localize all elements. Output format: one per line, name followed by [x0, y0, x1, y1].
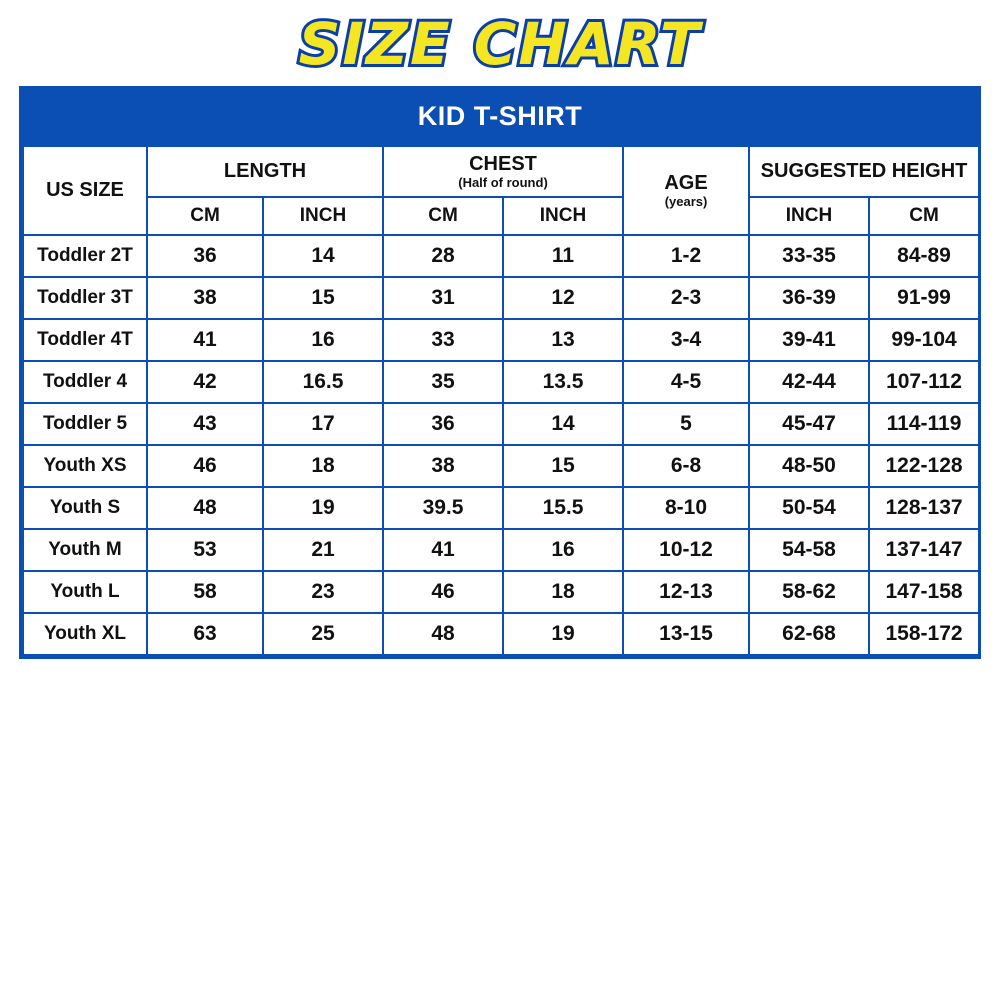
- cell-chest-cm: 36: [383, 403, 503, 445]
- cell-size: Toddler 4: [23, 361, 147, 403]
- cell-size: Toddler 2T: [23, 235, 147, 277]
- cell-size: Toddler 3T: [23, 277, 147, 319]
- cell-height-cm: 107-112: [869, 361, 979, 403]
- header-row-groups: [23, 146, 979, 197]
- cell-chest-cm: 28: [383, 235, 503, 277]
- cell-length-inch: 18: [263, 445, 383, 487]
- cell-length-inch: 19: [263, 487, 383, 529]
- cell-chest-inch: 19: [503, 613, 623, 655]
- header-length: LENGTH: [147, 146, 383, 197]
- table-row: [23, 571, 979, 613]
- cell-size: Youth XS: [23, 445, 147, 487]
- cell-height-cm: 147-158: [869, 571, 979, 613]
- cell-height-cm: 84-89: [869, 235, 979, 277]
- table-row: [23, 277, 979, 319]
- cell-length-cm: 43: [147, 403, 263, 445]
- header-age: [623, 146, 749, 235]
- cell-length-inch: 25: [263, 613, 383, 655]
- cell-chest-inch: 11: [503, 235, 623, 277]
- cell-chest-cm: 31: [383, 277, 503, 319]
- size-chart-table-container: [19, 86, 981, 659]
- cell-chest-cm: 39.5: [383, 487, 503, 529]
- cell-length-cm: 42: [147, 361, 263, 403]
- header-chest-cm: CM: [383, 197, 503, 235]
- table-row: [23, 529, 979, 571]
- cell-age: 10-12: [623, 529, 749, 571]
- cell-chest-cm: 38: [383, 445, 503, 487]
- cell-height-cm: 158-172: [869, 613, 979, 655]
- header-chest-inch: INCH: [503, 197, 623, 235]
- table-row: [23, 403, 979, 445]
- cell-length-cm: 53: [147, 529, 263, 571]
- header-row-units: [23, 197, 979, 235]
- cell-height-inch: 39-41: [749, 319, 869, 361]
- cell-length-cm: 46: [147, 445, 263, 487]
- header-height-cm: CM: [869, 197, 979, 235]
- cell-size: Toddler 5: [23, 403, 147, 445]
- header-us-size: US SIZE: [23, 146, 147, 235]
- table-row: [23, 613, 979, 655]
- cell-size: Youth L: [23, 571, 147, 613]
- cell-length-cm: 63: [147, 613, 263, 655]
- cell-age: 12-13: [623, 571, 749, 613]
- cell-chest-cm: 35: [383, 361, 503, 403]
- table-banner-title: KID T-SHIRT: [22, 89, 978, 145]
- header-chest: [383, 146, 623, 197]
- cell-length-cm: 38: [147, 277, 263, 319]
- header-length-cm: CM: [147, 197, 263, 235]
- header-chest-label: CHEST: [469, 153, 537, 175]
- cell-height-inch: 36-39: [749, 277, 869, 319]
- cell-height-cm: 128-137: [869, 487, 979, 529]
- cell-height-inch: 33-35: [749, 235, 869, 277]
- header-height-inch: INCH: [749, 197, 869, 235]
- cell-length-inch: 21: [263, 529, 383, 571]
- size-chart-table: [22, 145, 980, 656]
- cell-chest-cm: 33: [383, 319, 503, 361]
- cell-length-cm: 36: [147, 235, 263, 277]
- cell-height-inch: 45-47: [749, 403, 869, 445]
- page-title: SIZE CHART: [298, 10, 702, 78]
- cell-age: 5: [623, 403, 749, 445]
- title-container: [0, 0, 1000, 86]
- cell-age: 3-4: [623, 319, 749, 361]
- cell-length-inch: 16: [263, 319, 383, 361]
- cell-size: Youth M: [23, 529, 147, 571]
- cell-chest-inch: 15.5: [503, 487, 623, 529]
- cell-chest-inch: 18: [503, 571, 623, 613]
- table-row: [23, 361, 979, 403]
- header-length-inch: INCH: [263, 197, 383, 235]
- table-body: [23, 235, 979, 655]
- table-row: [23, 235, 979, 277]
- cell-height-inch: 42-44: [749, 361, 869, 403]
- cell-age: 1-2: [623, 235, 749, 277]
- cell-chest-inch: 13.5: [503, 361, 623, 403]
- header-age-sublabel: (years): [664, 194, 708, 209]
- cell-chest-inch: 12: [503, 277, 623, 319]
- cell-age: 6-8: [623, 445, 749, 487]
- cell-chest-cm: 41: [383, 529, 503, 571]
- cell-height-inch: 54-58: [749, 529, 869, 571]
- cell-size: Youth S: [23, 487, 147, 529]
- cell-size: Youth XL: [23, 613, 147, 655]
- cell-height-cm: 99-104: [869, 319, 979, 361]
- cell-length-cm: 41: [147, 319, 263, 361]
- cell-length-inch: 17: [263, 403, 383, 445]
- table-row: [23, 319, 979, 361]
- cell-length-cm: 48: [147, 487, 263, 529]
- cell-age: 4-5: [623, 361, 749, 403]
- cell-length-inch: 15: [263, 277, 383, 319]
- cell-height-cm: 137-147: [869, 529, 979, 571]
- header-suggested-height: SUGGESTED HEIGHT: [749, 146, 979, 197]
- cell-length-inch: 16.5: [263, 361, 383, 403]
- table-row: [23, 487, 979, 529]
- cell-length-inch: 14: [263, 235, 383, 277]
- cell-age: 13-15: [623, 613, 749, 655]
- cell-height-cm: 91-99: [869, 277, 979, 319]
- cell-height-cm: 114-119: [869, 403, 979, 445]
- cell-age: 2-3: [623, 277, 749, 319]
- cell-chest-cm: 46: [383, 571, 503, 613]
- cell-height-inch: 58-62: [749, 571, 869, 613]
- header-age-label: AGE: [664, 172, 708, 194]
- cell-chest-inch: 16: [503, 529, 623, 571]
- cell-height-inch: 48-50: [749, 445, 869, 487]
- cell-height-cm: 122-128: [869, 445, 979, 487]
- cell-length-cm: 58: [147, 571, 263, 613]
- cell-age: 8-10: [623, 487, 749, 529]
- cell-chest-inch: 13: [503, 319, 623, 361]
- table-head: [23, 146, 979, 235]
- cell-height-inch: 62-68: [749, 613, 869, 655]
- table-row: [23, 445, 979, 487]
- cell-chest-inch: 15: [503, 445, 623, 487]
- cell-size: Toddler 4T: [23, 319, 147, 361]
- cell-chest-inch: 14: [503, 403, 623, 445]
- header-chest-sublabel: (Half of round): [458, 175, 548, 190]
- cell-length-inch: 23: [263, 571, 383, 613]
- cell-height-inch: 50-54: [749, 487, 869, 529]
- cell-chest-cm: 48: [383, 613, 503, 655]
